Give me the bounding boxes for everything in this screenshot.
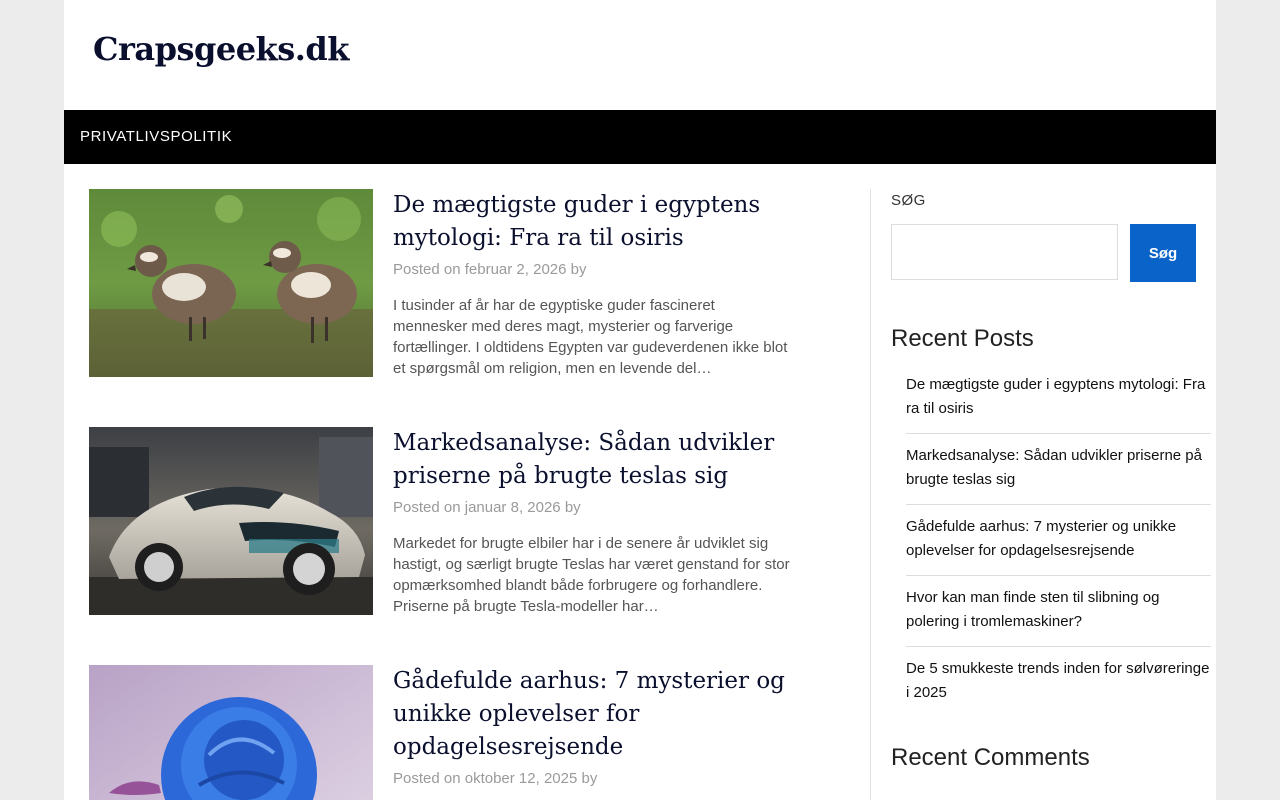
post-date-link[interactable]: oktober 12, 2025 xyxy=(464,770,578,787)
list-item xyxy=(906,444,1211,505)
post-date-link[interactable]: februar 2, 2026 xyxy=(464,261,567,278)
list-item xyxy=(906,657,1211,717)
recent-post-link[interactable]: De 5 smukkeste trends inden for sølvøreringe i 2025 xyxy=(906,660,1210,701)
search-input[interactable] xyxy=(891,224,1118,280)
post-meta xyxy=(393,770,793,787)
recent-comments-title: Recent Comments xyxy=(891,744,1090,771)
posted-on-label: Posted on xyxy=(393,261,461,278)
post-body xyxy=(393,189,793,379)
post-by-label: by xyxy=(564,499,581,516)
search-button[interactable]: Søg xyxy=(1130,224,1196,282)
post-date-link[interactable]: januar 8, 2026 xyxy=(464,499,561,516)
search-label: SØG xyxy=(891,192,926,209)
recent-post-link[interactable]: Markedsanalyse: Sådan udvikler priserne på brugte teslas sig xyxy=(906,447,1202,488)
main-navigation xyxy=(64,110,1216,164)
post-title[interactable]: Gådefulde aarhus: 7 mysterier og unikke oplevelser for opdagelsesrejsende xyxy=(393,668,785,760)
recent-post-link[interactable]: De mægtigste guder i egyptens mytologi: Fra ra til osiris xyxy=(906,376,1206,417)
sidebar xyxy=(891,189,1211,771)
post-body xyxy=(393,427,793,617)
posted-on-label: Posted on xyxy=(393,770,461,787)
post-thumbnail-sports-car[interactable] xyxy=(89,427,373,615)
site-title[interactable]: Crapsgeeks.dk xyxy=(93,30,349,68)
post-by-label: by xyxy=(581,770,598,787)
recent-post-link[interactable]: Gådefulde aarhus: 7 mysterier og unikke oplevelser for opdagelsesrejsende xyxy=(906,518,1177,559)
post-thumbnail-ducklings[interactable] xyxy=(89,189,373,377)
post-excerpt: I tusinder af år har de egyptiske guder fascineret mennesker med deres magt, mysterier og farverige fortællinger. I oldtidens Egypten var gudeverdenen ikke blot et spørgsmål om religion, men en levende del… xyxy=(393,297,788,377)
post-title[interactable]: Markedsanalyse: Sådan udvikler priserne på brugte teslas sig xyxy=(393,430,775,489)
post-meta xyxy=(393,261,793,278)
list-item xyxy=(906,515,1211,576)
page xyxy=(64,0,1216,800)
post-title[interactable]: De mægtigste guder i egyptens mytologi: Fra ra til osiris xyxy=(393,192,761,251)
sidebar-divider xyxy=(870,189,871,800)
post-thumbnail-blue-rose[interactable] xyxy=(89,665,373,800)
recent-post-link[interactable]: Hvor kan man finde sten til slibning og polering i tromlemaskiner? xyxy=(906,589,1160,630)
posted-on-label: Posted on xyxy=(393,499,461,516)
post-body xyxy=(393,665,793,787)
nav-item-privatlivspolitik[interactable]: PRIVATLIVSPOLITIK xyxy=(80,128,233,145)
post-meta xyxy=(393,499,793,516)
post-excerpt: Markedet for brugte elbiler har i de senere år udviklet sig hastigt, og særligt brugte Teslas har været genstand for stor opmærksomhed blandt både forbrugere og forhandlere. Priserne på brugte Tesla-modeller har… xyxy=(393,535,790,615)
recent-posts-list xyxy=(906,373,1211,727)
post-by-label: by xyxy=(570,261,587,278)
list-item xyxy=(906,373,1211,434)
list-item xyxy=(906,586,1211,647)
recent-posts-title: Recent Posts xyxy=(891,325,1034,352)
